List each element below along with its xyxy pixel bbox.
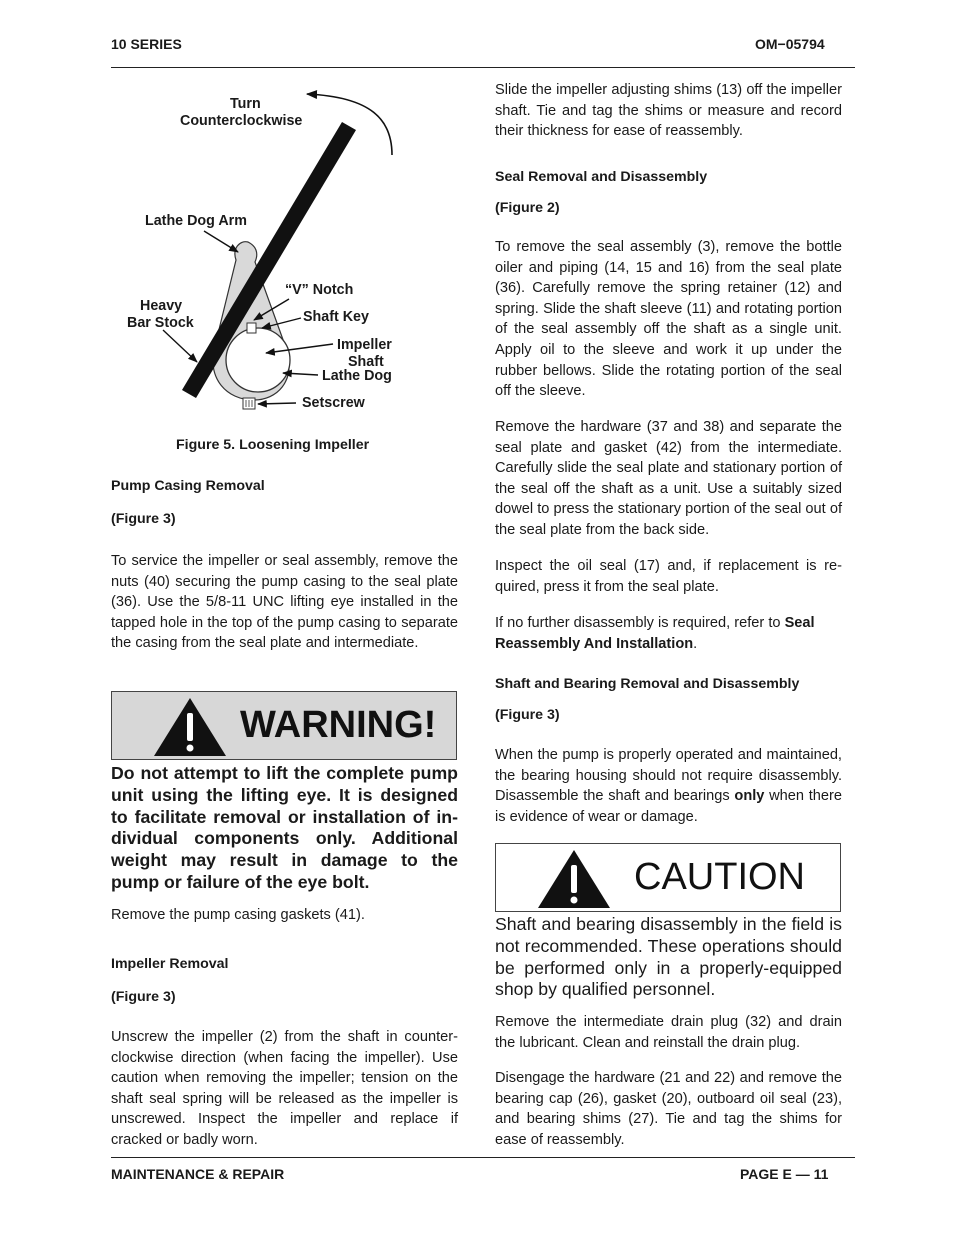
label-v-notch: “V” Notch	[285, 282, 354, 298]
seal-ref-prefix: If no further disassembly is required, refer to	[495, 615, 785, 631]
shaft-text-post: when there is evidence of wear or damage.	[495, 788, 842, 825]
bar-stock-arrow	[163, 330, 197, 362]
footer-rule	[111, 1157, 855, 1158]
label-lathe-dog: Lathe Dog	[322, 368, 392, 384]
seal-paragraph-2: Remove the hardware (37 and 38) and separate the seal plate and gasket (42) from the intermediate. Carefully slide the seal plate and stationary portion of the seal off the shaft as a unit. Use a suitably sized dowel to press the stationary portion of the seal out of the seal plate from the back side.	[495, 419, 842, 538]
drain-paragraph: Remove the intermediate drain plug (32) and drain the lubricant. Clean and reinstall the drain plug.	[495, 1014, 842, 1051]
impeller-figref: (Figure 3)	[111, 989, 176, 1005]
lathe-dog-arm-arrow	[204, 231, 238, 252]
caution-text: Shaft and bearing disassembly in the field is not recommended. These operations should be performed only in a properly-equipped shop by qualified personnel.	[495, 914, 842, 1000]
caution-label: CAUTION	[634, 856, 805, 898]
seal-figref: (Figure 2)	[495, 200, 560, 216]
figure-caption: Figure 5. Loosening Impeller	[176, 437, 370, 453]
seal-paragraph-4	[495, 613, 845, 654]
header-doc-number: OM−05794	[755, 36, 825, 52]
label-counterclockwise: Counterclockwise	[180, 113, 303, 129]
warning-label: WARNING!	[240, 704, 437, 746]
shims-paragraph: Slide the impeller adjusting shims (13) off the impeller shaft. Tie and tag the shims or measure and record their thickness for ease of reassembly.	[495, 82, 842, 140]
seal-ref-suffix: .	[693, 635, 698, 652]
gaskets-paragraph: Remove the pump casing gaskets (41).	[111, 907, 365, 923]
caution-banner	[495, 843, 841, 912]
pump-casing-paragraph: To service the impeller or seal assembly, remove the nuts (40) securing the pump casing to the seal plate (36). Use the 5/8-11 UNC lifting eye installed in the tapped hole in the top of the pump casing to separate the casing from the seal plate and intermediate.	[111, 553, 458, 652]
footer-section: MAINTENANCE & REPAIR	[111, 1166, 285, 1182]
label-impeller: Impeller	[337, 337, 392, 353]
seal-reassembly-reference: Seal Reassembly And Installation	[495, 615, 815, 652]
warning-triangle-icon	[152, 696, 228, 758]
seal-paragraph-3: Inspect the oil seal (17) and, if replacement is required, press it from the seal plate.	[495, 558, 842, 595]
shaft-paragraph	[495, 745, 842, 827]
impeller-heading: Impeller Removal	[111, 956, 229, 972]
label-heavy: Heavy	[140, 298, 183, 314]
label-setscrew: Setscrew	[302, 395, 365, 411]
setscrew-arrow	[258, 403, 296, 404]
rotation-arrow	[307, 94, 392, 155]
label-bar-stock: Bar Stock	[127, 315, 194, 331]
caution-triangle-icon	[536, 848, 612, 910]
shaft-figref: (Figure 3)	[495, 707, 560, 723]
footer-page-number: PAGE E — 11	[740, 1166, 829, 1182]
header-series: 10 SERIES	[111, 36, 182, 52]
shaft-heading: Shaft and Bearing Removal and Disassembly	[495, 676, 800, 692]
label-turn: Turn	[230, 96, 261, 112]
header-rule	[111, 67, 855, 68]
impeller-paragraph: Unscrew the impeller (2) from the shaft in counterclockwise direction (when facing the impeller). Use caution when removing the impeller; tension on the shaft seal spring will be released as the impeller is unscrewed. Inspect the impeller and replace if cracked or badly worn.	[111, 1029, 458, 1148]
label-shaft-key: Shaft Key	[303, 309, 369, 325]
shaft-key	[247, 323, 256, 333]
warning-text: Do not attempt to lift the complete pump unit using the lifting eye. It is designed to facilitate removal or installation of individual components only. Additional weight may result in damage to the pump or failure of the eye bolt.	[111, 763, 458, 892]
warning-banner	[111, 691, 457, 760]
shaft-text-only: only	[734, 788, 765, 805]
pump-casing-figref: (Figure 3)	[111, 511, 176, 527]
pump-casing-heading: Pump Casing Removal	[111, 478, 265, 494]
seal-paragraph-1: To remove the seal assembly (3), remove the bottle oiler and piping (14, 15 and 16) from the seal plate (36). Carefully remove the spring retainer (12) and spring. Slide the shaft sleeve (11) and rotating portion of the seal assembly off the shaft as a single unit. Apply oil to the sleeve and work it up under the rubber bellows. Slide the rotating portion of the seal off the sleeve.	[495, 239, 842, 400]
label-lathe-dog-arm: Lathe Dog Arm	[145, 213, 247, 229]
impeller-shaft-circle	[226, 328, 290, 392]
label-shaft: Shaft	[348, 354, 384, 370]
seal-heading: Seal Removal and Disassembly	[495, 169, 708, 185]
shaft-text-pre: When the pump is properly operated and maintained, the bearing housing should not require disassembly. Disassemble the shaft and bearings	[495, 747, 842, 805]
bearing-paragraph: Disengage the hardware (21 and 22) and remove the bearing cap (26), gasket (20), outboard oil seal (23), and bearing shims (27). Tie and tag the shims for ease of reassembly.	[495, 1070, 842, 1148]
